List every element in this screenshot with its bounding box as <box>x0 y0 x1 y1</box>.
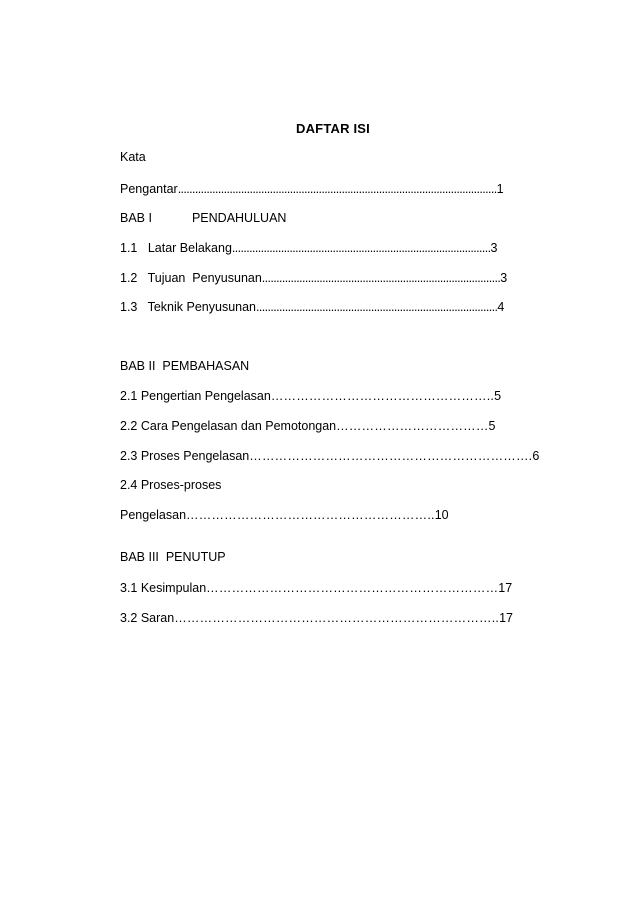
entry-label: Kata <box>120 150 146 164</box>
entry-page-number: 17 <box>498 581 513 595</box>
entry-leader-dots: ............................................................................................................... <box>177 182 497 196</box>
entry-leader-dots: ………………………………………………………………….. <box>174 611 500 625</box>
entry-label: Pengantar <box>120 182 178 196</box>
toc-entry-1-1 <box>120 240 497 256</box>
entry-leader-dots: …………………………………………………………… <box>206 581 499 595</box>
chapter-number: BAB I <box>120 211 152 225</box>
toc-entry-3-2 <box>120 610 513 626</box>
entry-leader-dots: ………………………………………………….. <box>186 508 435 522</box>
entry-label: Pengelasan <box>120 508 187 522</box>
entry-label: 2.2 Cara Pengelasan dan Pemotongan <box>120 419 337 433</box>
chapter-title: PENDAHULUAN <box>191 211 287 225</box>
entry-page-number: 17 <box>499 611 513 625</box>
entry-label: 3.1 Kesimpulan <box>120 581 207 595</box>
entry-leader-dots: …………………………………………….. <box>270 389 495 403</box>
toc-chapter-bab1 <box>120 210 286 226</box>
toc-entry-kata <box>120 149 146 165</box>
entry-label: Tujuan Penyusunan <box>147 271 262 285</box>
toc-entry-1-3 <box>120 299 504 315</box>
toc-entry-2-1 <box>120 388 501 404</box>
entry-page-number: 3 <box>490 241 498 255</box>
toc-entry-2-4 <box>120 477 221 493</box>
entry-label: 3.2 Saran <box>120 611 175 625</box>
entry-label: 2.1 Pengertian Pengelasan <box>120 389 271 403</box>
toc-entry-2-4-cont <box>120 507 449 523</box>
entry-number: 1.3 <box>120 300 138 314</box>
entry-page-number: 4 <box>497 300 505 314</box>
entry-label: Teknik Penyusunan <box>147 300 256 314</box>
entry-number: 1.2 <box>120 271 138 285</box>
entry-page-number: 3 <box>500 271 508 285</box>
entry-leader-dots: ................................................................................... <box>261 271 501 285</box>
entry-leader-dots: …………………………………………………………. <box>249 449 533 463</box>
toc-entry-1-2 <box>120 270 507 286</box>
page-title: DAFTAR ISI <box>296 121 370 136</box>
entry-page-number: 6 <box>532 449 540 463</box>
toc-entry-3-1 <box>120 580 512 596</box>
toc-entry-2-3 <box>120 448 539 464</box>
entry-page-number: 5 <box>494 389 502 403</box>
entry-number: 1.1 <box>120 241 138 255</box>
toc-chapter-bab3 <box>120 549 226 565</box>
entry-page-number: 5 <box>488 419 496 433</box>
chapter-heading: BAB III PENUTUP <box>120 550 226 564</box>
entry-label: 2.3 Proses Pengelasan <box>120 449 250 463</box>
entry-leader-dots: ……………………………… <box>336 419 489 433</box>
entry-label: 2.4 Proses-proses <box>120 478 222 492</box>
toc-entry-pengantar <box>120 181 504 197</box>
toc-chapter-bab2 <box>120 358 249 374</box>
entry-page-number: 1 <box>496 182 504 196</box>
chapter-heading: BAB II PEMBAHASAN <box>120 359 250 373</box>
entry-page-number: 10 <box>434 508 449 522</box>
toc-entry-2-2 <box>120 418 496 434</box>
entry-label: Latar Belakang <box>147 241 232 255</box>
entry-leader-dots: .......................................................................................... <box>231 241 491 255</box>
entry-leader-dots: .................................................................................... <box>256 300 498 314</box>
